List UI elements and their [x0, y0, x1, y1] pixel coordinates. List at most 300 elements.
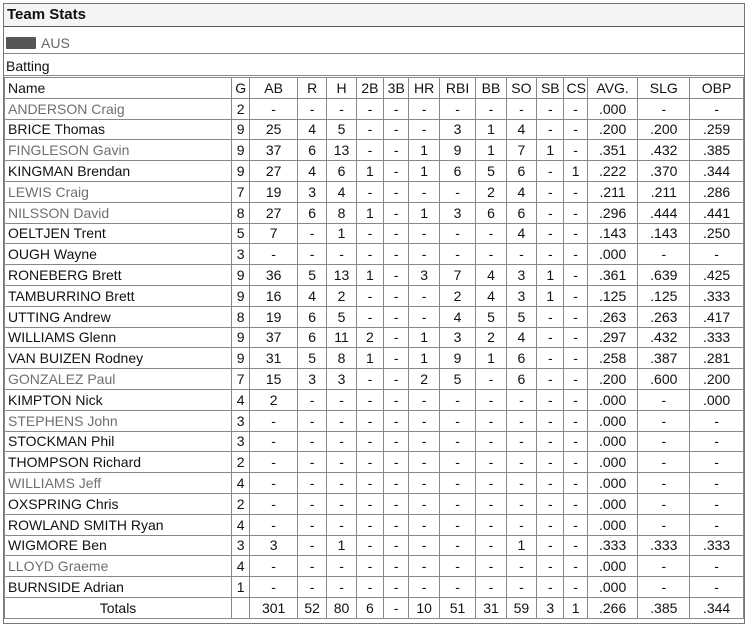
- stat-so: 4: [506, 119, 536, 140]
- total-bb: 31: [476, 597, 506, 618]
- stat-g: 9: [232, 327, 250, 348]
- stat-so: 6: [506, 202, 536, 223]
- total-obp: .344: [690, 597, 744, 618]
- stat-obp: .441: [690, 202, 744, 223]
- totals-row: [5, 597, 744, 618]
- stat-h: 8: [327, 348, 356, 369]
- stat-obp: -: [690, 577, 744, 598]
- stat-2b: -: [356, 577, 383, 598]
- stat-ab: -: [250, 473, 298, 494]
- stat-g: 2: [232, 98, 250, 119]
- stat-3b: -: [384, 306, 409, 327]
- stat-rbi: 6: [439, 161, 475, 182]
- stat-2b: -: [356, 389, 383, 410]
- stat-so: -: [506, 493, 536, 514]
- player-name: FINGLESON Gavin: [5, 140, 232, 161]
- stat-hr: -: [409, 223, 439, 244]
- stat-so: -: [506, 244, 536, 265]
- table-row: [5, 514, 744, 535]
- stat-hr: -: [409, 556, 439, 577]
- stat-ab: -: [250, 577, 298, 598]
- stat-h: -: [327, 514, 356, 535]
- stat-sb: -: [537, 389, 564, 410]
- stat-sb: -: [537, 306, 564, 327]
- player-name: BRICE Thomas: [5, 119, 232, 140]
- stat-slg: .125: [638, 285, 690, 306]
- stat-r: 6: [297, 327, 326, 348]
- player-name: STOCKMAN Phil: [5, 431, 232, 452]
- total-g: [232, 597, 250, 618]
- stat-r: -: [297, 244, 326, 265]
- stat-cs: -: [564, 202, 587, 223]
- player-name: NILSSON David: [5, 202, 232, 223]
- stat-hr: 1: [409, 327, 439, 348]
- stat-hr: 1: [409, 202, 439, 223]
- stat-avg: .000: [587, 556, 638, 577]
- page-title: Team Stats: [4, 4, 744, 27]
- stat-3b: -: [384, 348, 409, 369]
- stat-cs: -: [564, 140, 587, 161]
- flag-icon: [6, 37, 36, 49]
- stat-3b: -: [384, 202, 409, 223]
- stat-sb: -: [537, 556, 564, 577]
- stat-obp: .286: [690, 181, 744, 202]
- stat-r: 3: [297, 181, 326, 202]
- stat-slg: -: [638, 410, 690, 431]
- stat-rbi: 3: [439, 202, 475, 223]
- stat-sb: -: [537, 369, 564, 390]
- stat-g: 8: [232, 202, 250, 223]
- player-name: ROWLAND SMITH Ryan: [5, 514, 232, 535]
- column-header-sb: SB: [537, 78, 564, 99]
- stat-slg: .432: [638, 327, 690, 348]
- stat-cs: 1: [564, 161, 587, 182]
- table-row: [5, 244, 744, 265]
- stat-bb: -: [476, 493, 506, 514]
- column-header-h: H: [327, 78, 356, 99]
- stat-h: -: [327, 473, 356, 494]
- stat-cs: -: [564, 493, 587, 514]
- stat-avg: .000: [587, 577, 638, 598]
- table-row: [5, 202, 744, 223]
- stat-rbi: 9: [439, 348, 475, 369]
- player-name: WIGMORE Ben: [5, 535, 232, 556]
- stat-so: 6: [506, 369, 536, 390]
- stat-2b: 1: [356, 265, 383, 286]
- stat-obp: -: [690, 473, 744, 494]
- stat-hr: 1: [409, 161, 439, 182]
- column-header-3b: 3B: [384, 78, 409, 99]
- stat-2b: -: [356, 306, 383, 327]
- batting-stats-table: [4, 77, 744, 619]
- stat-g: 7: [232, 369, 250, 390]
- player-name: WILLIAMS Glenn: [5, 327, 232, 348]
- stat-g: 3: [232, 431, 250, 452]
- column-header-r: R: [297, 78, 326, 99]
- stat-bb: 6: [476, 202, 506, 223]
- stat-3b: -: [384, 285, 409, 306]
- stat-so: -: [506, 473, 536, 494]
- stat-3b: -: [384, 98, 409, 119]
- stat-hr: 3: [409, 265, 439, 286]
- stat-sb: -: [537, 327, 564, 348]
- column-header-rbi: RBI: [439, 78, 475, 99]
- stat-r: -: [297, 223, 326, 244]
- stat-rbi: -: [439, 410, 475, 431]
- stat-2b: -: [356, 452, 383, 473]
- stat-avg: .125: [587, 285, 638, 306]
- stat-so: -: [506, 431, 536, 452]
- table-row: [5, 577, 744, 598]
- stat-hr: 1: [409, 348, 439, 369]
- stat-g: 8: [232, 306, 250, 327]
- stat-h: 1: [327, 535, 356, 556]
- stat-avg: .000: [587, 98, 638, 119]
- stat-2b: -: [356, 140, 383, 161]
- stat-2b: -: [356, 556, 383, 577]
- total-so: 59: [506, 597, 536, 618]
- stat-so: 1: [506, 535, 536, 556]
- stat-hr: -: [409, 306, 439, 327]
- table-row: [5, 369, 744, 390]
- stat-g: 5: [232, 223, 250, 244]
- stat-h: -: [327, 98, 356, 119]
- stat-obp: .425: [690, 265, 744, 286]
- stat-rbi: 3: [439, 119, 475, 140]
- stat-bb: 1: [476, 348, 506, 369]
- stat-g: 2: [232, 493, 250, 514]
- player-name: UTTING Andrew: [5, 306, 232, 327]
- stat-g: 9: [232, 161, 250, 182]
- stat-rbi: -: [439, 452, 475, 473]
- player-name: RONEBERG Brett: [5, 265, 232, 286]
- stat-h: -: [327, 389, 356, 410]
- column-header-bb: BB: [476, 78, 506, 99]
- stat-avg: .297: [587, 327, 638, 348]
- stat-avg: .000: [587, 410, 638, 431]
- stat-h: 13: [327, 140, 356, 161]
- total-cs: 1: [564, 597, 587, 618]
- stat-g: 4: [232, 473, 250, 494]
- table-row: [5, 493, 744, 514]
- stat-slg: -: [638, 389, 690, 410]
- stat-rbi: -: [439, 389, 475, 410]
- stat-h: 13: [327, 265, 356, 286]
- table-row: [5, 473, 744, 494]
- column-header-ab: AB: [250, 78, 298, 99]
- stat-sb: -: [537, 223, 564, 244]
- stat-bb: 5: [476, 161, 506, 182]
- stat-so: -: [506, 556, 536, 577]
- stat-2b: 1: [356, 202, 383, 223]
- stat-avg: .211: [587, 181, 638, 202]
- stat-hr: -: [409, 181, 439, 202]
- stat-g: 9: [232, 265, 250, 286]
- table-row: [5, 452, 744, 473]
- stat-r: -: [297, 556, 326, 577]
- stat-h: 1: [327, 223, 356, 244]
- stat-obp: .333: [690, 327, 744, 348]
- stat-bb: 4: [476, 285, 506, 306]
- stat-r: -: [297, 493, 326, 514]
- stat-rbi: 7: [439, 265, 475, 286]
- stat-3b: -: [384, 514, 409, 535]
- stat-ab: -: [250, 98, 298, 119]
- stat-sb: -: [537, 244, 564, 265]
- total-2b: 6: [356, 597, 383, 618]
- player-name: OUGH Wayne: [5, 244, 232, 265]
- stat-h: -: [327, 577, 356, 598]
- stat-slg: .263: [638, 306, 690, 327]
- player-name: STEPHENS John: [5, 410, 232, 431]
- stat-rbi: -: [439, 223, 475, 244]
- stat-so: 4: [506, 223, 536, 244]
- stat-rbi: 9: [439, 140, 475, 161]
- stat-rbi: -: [439, 535, 475, 556]
- stat-cs: -: [564, 577, 587, 598]
- stat-cs: -: [564, 535, 587, 556]
- player-name: LLOYD Graeme: [5, 556, 232, 577]
- stat-avg: .000: [587, 244, 638, 265]
- stat-cs: -: [564, 514, 587, 535]
- stat-slg: .432: [638, 140, 690, 161]
- stat-cs: -: [564, 119, 587, 140]
- stat-r: 3: [297, 369, 326, 390]
- player-name: WILLIAMS Jeff: [5, 473, 232, 494]
- stat-bb: 1: [476, 119, 506, 140]
- stat-h: -: [327, 452, 356, 473]
- totals-label: Totals: [5, 597, 232, 618]
- stat-hr: -: [409, 535, 439, 556]
- stat-r: -: [297, 473, 326, 494]
- stat-hr: -: [409, 473, 439, 494]
- stat-hr: -: [409, 410, 439, 431]
- stat-2b: -: [356, 244, 383, 265]
- total-hr: 10: [409, 597, 439, 618]
- player-name: LEWIS Craig: [5, 181, 232, 202]
- stat-rbi: -: [439, 181, 475, 202]
- stat-ab: 37: [250, 140, 298, 161]
- stat-rbi: -: [439, 98, 475, 119]
- stat-h: 6: [327, 161, 356, 182]
- stat-so: -: [506, 577, 536, 598]
- stat-bb: -: [476, 452, 506, 473]
- stat-3b: -: [384, 535, 409, 556]
- stat-r: -: [297, 431, 326, 452]
- stat-h: -: [327, 431, 356, 452]
- stat-avg: .000: [587, 431, 638, 452]
- stat-bb: -: [476, 556, 506, 577]
- stat-3b: -: [384, 119, 409, 140]
- stat-r: -: [297, 389, 326, 410]
- stat-obp: .259: [690, 119, 744, 140]
- stat-g: 3: [232, 535, 250, 556]
- column-header-so: SO: [506, 78, 536, 99]
- table-row: [5, 389, 744, 410]
- player-name: BURNSIDE Adrian: [5, 577, 232, 598]
- stat-hr: -: [409, 514, 439, 535]
- stat-cs: -: [564, 306, 587, 327]
- stat-cs: -: [564, 348, 587, 369]
- stat-avg: .200: [587, 119, 638, 140]
- table-row: [5, 265, 744, 286]
- stat-ab: 2: [250, 389, 298, 410]
- player-name: ANDERSON Craig: [5, 98, 232, 119]
- stat-ab: -: [250, 556, 298, 577]
- stat-so: 4: [506, 181, 536, 202]
- stat-slg: .387: [638, 348, 690, 369]
- stat-ab: 36: [250, 265, 298, 286]
- stat-hr: -: [409, 98, 439, 119]
- stat-sb: -: [537, 161, 564, 182]
- stat-r: 4: [297, 119, 326, 140]
- stat-2b: 2: [356, 327, 383, 348]
- stat-obp: .417: [690, 306, 744, 327]
- stat-cs: -: [564, 181, 587, 202]
- stat-obp: -: [690, 514, 744, 535]
- stat-bb: 2: [476, 181, 506, 202]
- stat-avg: .222: [587, 161, 638, 182]
- stat-h: -: [327, 410, 356, 431]
- stat-hr: -: [409, 244, 439, 265]
- stat-2b: -: [356, 119, 383, 140]
- stat-3b: -: [384, 431, 409, 452]
- stat-so: 7: [506, 140, 536, 161]
- stat-2b: -: [356, 181, 383, 202]
- table-row: [5, 556, 744, 577]
- stat-rbi: -: [439, 514, 475, 535]
- stat-so: -: [506, 452, 536, 473]
- stat-rbi: 2: [439, 285, 475, 306]
- stat-so: 6: [506, 161, 536, 182]
- player-name: TAMBURRINO Brett: [5, 285, 232, 306]
- stat-cs: -: [564, 285, 587, 306]
- column-header-avg: AVG.: [587, 78, 638, 99]
- stat-ab: 27: [250, 161, 298, 182]
- stat-ab: 37: [250, 327, 298, 348]
- table-row: [5, 327, 744, 348]
- stat-2b: -: [356, 535, 383, 556]
- stat-so: -: [506, 410, 536, 431]
- stat-avg: .351: [587, 140, 638, 161]
- stat-obp: -: [690, 244, 744, 265]
- total-h: 80: [327, 597, 356, 618]
- stat-cs: -: [564, 556, 587, 577]
- stat-g: 9: [232, 348, 250, 369]
- stat-avg: .000: [587, 452, 638, 473]
- stat-slg: .444: [638, 202, 690, 223]
- stat-ab: 7: [250, 223, 298, 244]
- stat-r: 5: [297, 348, 326, 369]
- stat-2b: 1: [356, 348, 383, 369]
- stat-slg: .639: [638, 265, 690, 286]
- table-row: [5, 98, 744, 119]
- stat-bb: -: [476, 223, 506, 244]
- stat-obp: .000: [690, 389, 744, 410]
- stat-hr: -: [409, 389, 439, 410]
- stat-2b: -: [356, 98, 383, 119]
- stat-sb: 1: [537, 140, 564, 161]
- stat-hr: -: [409, 285, 439, 306]
- stat-h: 11: [327, 327, 356, 348]
- stat-ab: -: [250, 244, 298, 265]
- stat-g: 4: [232, 556, 250, 577]
- stat-so: 4: [506, 327, 536, 348]
- stat-h: 4: [327, 181, 356, 202]
- total-r: 52: [297, 597, 326, 618]
- stat-obp: -: [690, 98, 744, 119]
- stat-slg: .211: [638, 181, 690, 202]
- stat-obp: .344: [690, 161, 744, 182]
- stat-g: 9: [232, 119, 250, 140]
- stat-avg: .258: [587, 348, 638, 369]
- stat-3b: -: [384, 389, 409, 410]
- player-name: VAN BUIZEN Rodney: [5, 348, 232, 369]
- stat-3b: -: [384, 327, 409, 348]
- stat-h: 3: [327, 369, 356, 390]
- stat-sb: -: [537, 493, 564, 514]
- stat-obp: -: [690, 452, 744, 473]
- table-row: [5, 410, 744, 431]
- stat-h: -: [327, 493, 356, 514]
- stat-ab: -: [250, 452, 298, 473]
- stat-2b: -: [356, 285, 383, 306]
- header-row: [5, 78, 744, 99]
- stat-obp: -: [690, 431, 744, 452]
- stat-3b: -: [384, 577, 409, 598]
- stat-obp: .385: [690, 140, 744, 161]
- stat-bb: 2: [476, 327, 506, 348]
- column-header-2b: 2B: [356, 78, 383, 99]
- column-header-hr: HR: [409, 78, 439, 99]
- stat-slg: -: [638, 493, 690, 514]
- stat-2b: -: [356, 431, 383, 452]
- table-row: [5, 285, 744, 306]
- stat-g: 3: [232, 244, 250, 265]
- stat-rbi: -: [439, 473, 475, 494]
- stat-3b: -: [384, 244, 409, 265]
- stat-rbi: 5: [439, 369, 475, 390]
- player-name: OXSPRING Chris: [5, 493, 232, 514]
- stat-2b: -: [356, 514, 383, 535]
- stat-r: -: [297, 514, 326, 535]
- stat-hr: -: [409, 119, 439, 140]
- stat-hr: -: [409, 577, 439, 598]
- stat-avg: .296: [587, 202, 638, 223]
- stat-ab: 31: [250, 348, 298, 369]
- stat-3b: -: [384, 161, 409, 182]
- stat-g: 2: [232, 452, 250, 473]
- team-header: [4, 33, 744, 54]
- stat-r: 4: [297, 285, 326, 306]
- stat-hr: -: [409, 493, 439, 514]
- table-row: [5, 306, 744, 327]
- stat-ab: 19: [250, 306, 298, 327]
- stat-sb: -: [537, 119, 564, 140]
- table-row: [5, 535, 744, 556]
- stat-rbi: -: [439, 577, 475, 598]
- stat-h: 5: [327, 306, 356, 327]
- stat-ab: 15: [250, 369, 298, 390]
- stat-rbi: -: [439, 244, 475, 265]
- stat-bb: -: [476, 410, 506, 431]
- stat-sb: -: [537, 202, 564, 223]
- stat-sb: -: [537, 431, 564, 452]
- stat-r: -: [297, 577, 326, 598]
- stat-rbi: 4: [439, 306, 475, 327]
- stat-r: -: [297, 98, 326, 119]
- stat-g: 3: [232, 410, 250, 431]
